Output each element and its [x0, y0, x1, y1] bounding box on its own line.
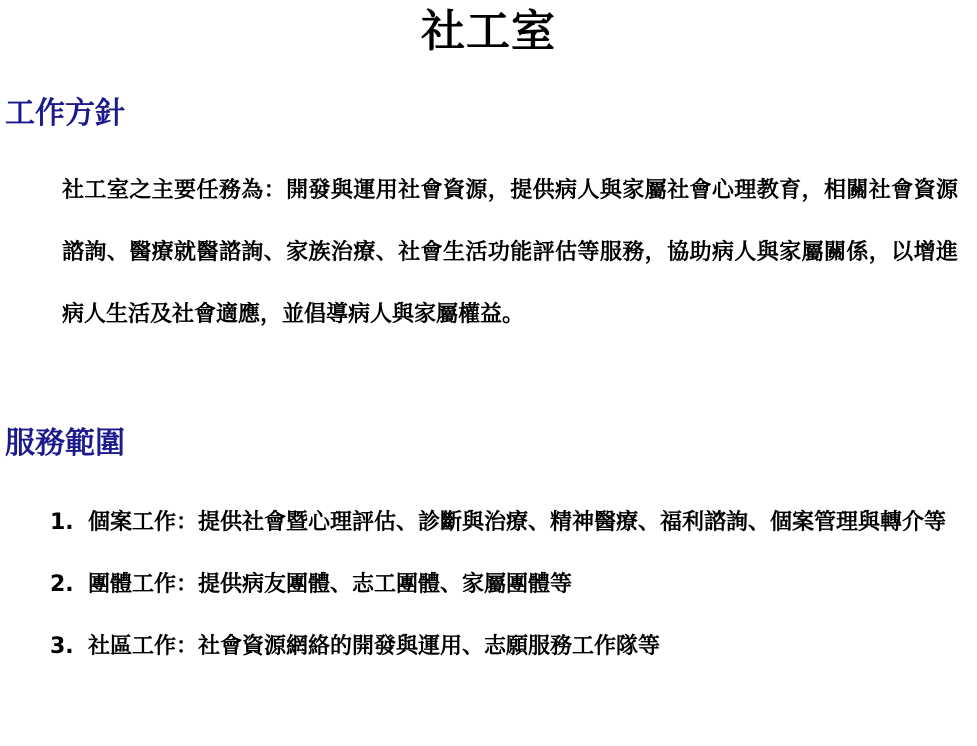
list-item-text: 個案工作：提供社會暨心理評估、診斷與治療、精神醫療、福利諮詢、個案管理與轉介等: [88, 510, 947, 535]
list-item-text: 團體工作：提供病友團體、志工團體、家屬團體等: [88, 572, 573, 597]
list-item-text: 社區工作：社會資源網絡的開發與運用、志願服務工作隊等: [88, 634, 661, 659]
list-item: [50, 616, 958, 678]
policy-paragraph: 社工室之主要任務為：開發與運用社會資源，提供病人與家屬社會心理教育，相關社會資源諮詢、醫療就醫諮詢、家族治療、社會生活功能評估等服務，協助病人與家屬關係，以增進病人生活及社會適應，並倡導病人與家屬權益。: [62, 178, 958, 327]
list-item: [50, 492, 958, 554]
list-item: [50, 554, 958, 616]
section-heading-scope: 服務範圍: [5, 426, 125, 461]
page-title: 社工室: [421, 6, 556, 57]
list-item-number: 1.: [50, 510, 74, 535]
service-list: [50, 492, 958, 678]
section-heading-policy: 工作方針: [5, 96, 125, 131]
list-item-number: 2.: [50, 572, 74, 597]
list-item-number: 3.: [50, 634, 74, 659]
